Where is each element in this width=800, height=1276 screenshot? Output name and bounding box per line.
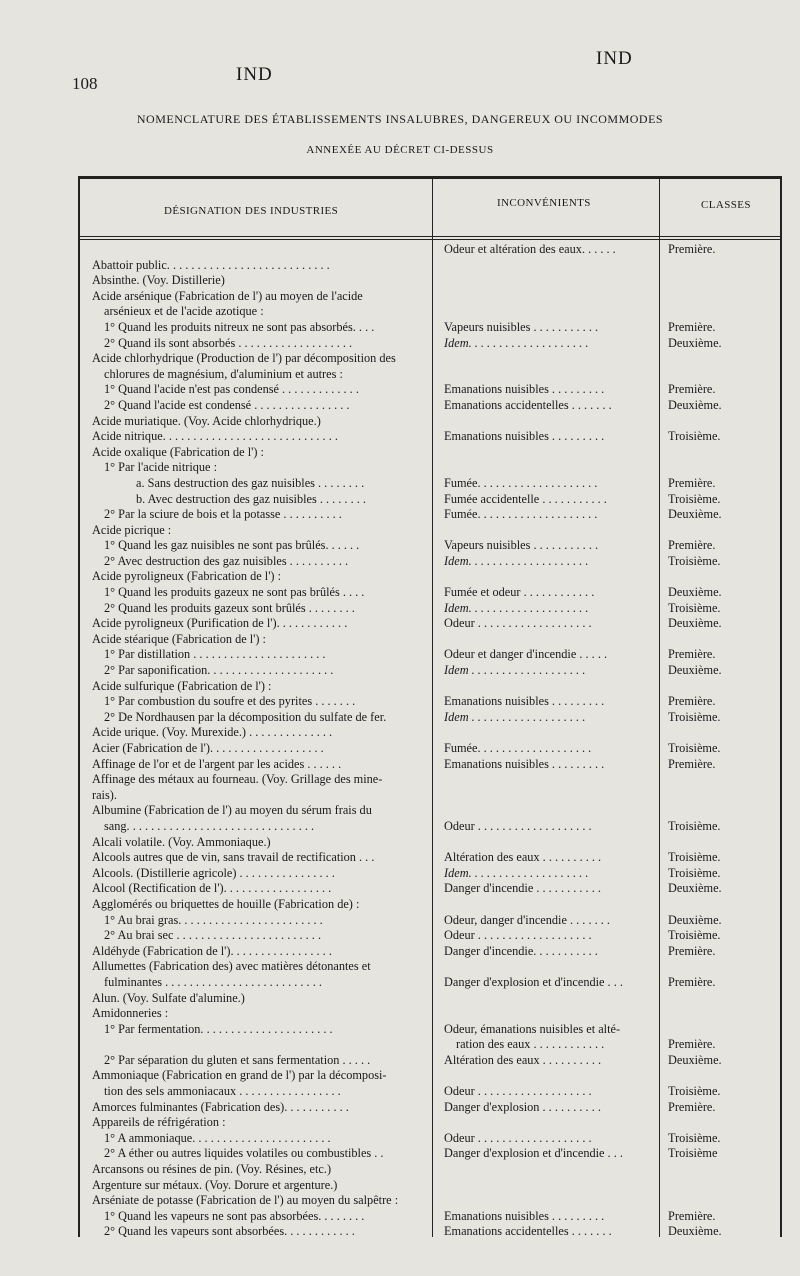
table-row (80, 928, 780, 944)
table-row (80, 1224, 780, 1240)
table-row (80, 772, 780, 788)
table-body (80, 242, 780, 1240)
inconvenient-cell: Danger d'explosion . . . . . . . . . . (444, 1099, 601, 1114)
class-cell: Première. (668, 382, 716, 397)
header-inconvenients: INCONVÉNIENTS (497, 197, 591, 209)
designation-cell: 2° Par saponification. . . . . . . . . . . . . . . . . . . . . (104, 663, 334, 678)
table-row (80, 569, 780, 585)
inconvenient-cell: Odeur et danger d'incendie . . . . . (444, 647, 608, 662)
class-cell: Troisième. (668, 818, 721, 833)
class-cell: Troisième. (668, 553, 721, 568)
table-row (80, 492, 780, 508)
table-row (80, 320, 780, 336)
inconvenient-cell: Odeur . . . . . . . . . . . . . . . . . . . (444, 928, 592, 943)
table-row (80, 959, 780, 975)
inconvenient-cell: Idem. . . . . . . . . . . . . . . . . . . . (444, 600, 589, 615)
inconvenient-cell: Emanations nuisibles . . . . . . . . . (444, 756, 605, 771)
running-head-right: IND (596, 48, 633, 69)
designation-cell: b. Avec destruction des gaz nuisibles . . . . . . . . (136, 491, 366, 506)
inconvenient-cell: Idem. . . . . . . . . . . . . . . . . . . . (444, 865, 589, 880)
table-row (80, 273, 780, 289)
designation-cell: Affinage de l'or et de l'argent par les acides . . . . . . (92, 756, 342, 771)
class-cell: Deuxième. (668, 616, 722, 631)
class-cell: Première. (668, 974, 716, 989)
table-row (80, 1100, 780, 1116)
inconvenient-cell: Idem. . . . . . . . . . . . . . . . . . . . (444, 553, 589, 568)
header-classes: CLASSES (701, 199, 751, 211)
designation-cell: Acide stéarique (Fabrication de l') : (92, 631, 266, 646)
table-row (80, 647, 780, 663)
table-row (80, 835, 780, 851)
table-row (80, 523, 780, 539)
inconvenient-cell: Odeur, émanations nuisibles et alté- (444, 1021, 621, 1036)
inconvenient-cell: Danger d'explosion et d'incendie . . . (444, 1146, 623, 1161)
class-cell: Deuxième. (668, 507, 722, 522)
designation-cell: Alcools. (Distillerie agricole) . . . . . . . . . . . . . . . . (92, 865, 335, 880)
designation-cell: Acide arsénique (Fabrication de l') au moyen de l'acide (92, 288, 363, 303)
table-row (80, 429, 780, 445)
inconvenient-cell: Idem . . . . . . . . . . . . . . . . . . . (444, 663, 586, 678)
designation-cell: rais). (92, 787, 117, 802)
designation-cell: 2° Quand les produits gazeux sont brûlés . . . . . . . . (104, 600, 355, 615)
inconvenient-cell: Odeur . . . . . . . . . . . . . . . . . . . (444, 818, 592, 833)
table-row (80, 1084, 780, 1100)
class-cell: Première. (668, 242, 716, 256)
inconvenient-cell: Emanations accidentelles . . . . . . . (444, 1224, 612, 1239)
table-row (80, 1053, 780, 1069)
table-row (80, 991, 780, 1007)
designation-cell: chlorures de magnésium, d'aluminium et autres : (104, 366, 343, 381)
designation-cell: Arséniate de potasse (Fabrication de l') au moyen du salpêtre : (92, 1193, 399, 1208)
inconvenient-cell: Altération des eaux . . . . . . . . . . (444, 1052, 602, 1067)
header-designation: DÉSIGNATION DES INDUSTRIES (164, 205, 339, 217)
table-row (80, 757, 780, 773)
table-row (80, 382, 780, 398)
table-row (80, 398, 780, 414)
designation-cell: 2° Quand ils sont absorbés . . . . . . . . . . . . . . . . . . . (104, 335, 353, 350)
designation-cell: Acide chlorhydrique (Production de l') par décomposition des (92, 351, 396, 366)
designation-cell: Acier (Fabrication de l'). . . . . . . . . . . . . . . . . . . (92, 741, 324, 755)
designation-cell: 2° Avec destruction des gaz nuisibles . . . . . . . . . . (104, 553, 349, 568)
table-row (80, 679, 780, 695)
table-row (80, 1115, 780, 1131)
class-cell: Première. (668, 319, 716, 334)
inconvenient-cell: Danger d'incendie . . . . . . . . . . . (444, 881, 601, 896)
inconvenient-cell: Fumée. . . . . . . . . . . . . . . . . . . . (444, 475, 598, 490)
class-cell: Troisième. (668, 1084, 721, 1099)
table-row (80, 1131, 780, 1147)
designation-cell: Alun. (Voy. Sulfate d'alumine.) (92, 990, 245, 1005)
page-number: 108 (72, 74, 98, 93)
designation-cell: Absinthe. (Voy. Distillerie) (92, 273, 225, 288)
table-row (80, 554, 780, 570)
table-row (80, 975, 780, 991)
inconvenient-cell: Danger d'incendie. . . . . . . . . . . (444, 943, 598, 958)
designation-cell: Arcansons ou résines de pin. (Voy. Résines, etc.) (92, 1162, 332, 1177)
class-cell: Troisième. (668, 865, 721, 880)
class-cell: Première. (668, 647, 716, 662)
table-row (80, 725, 780, 741)
inconvenient-cell: Emanations nuisibles . . . . . . . . . (444, 1208, 605, 1223)
designation-cell: Alcali volatile. (Voy. Ammoniaque.) (92, 834, 271, 849)
table-row (80, 1146, 780, 1162)
table-row (80, 632, 780, 648)
table-row (80, 601, 780, 617)
class-cell: Troisième. (668, 850, 721, 865)
table-row (80, 741, 780, 757)
class-cell: Deuxième. (668, 585, 722, 600)
table-row (80, 414, 780, 430)
designation-cell: 1° Quand les gaz nuisibles ne sont pas brûlés. . . . . . (104, 538, 360, 553)
table-row (80, 694, 780, 710)
designation-cell: Amorces fulminantes (Fabrication des). . . . . . . . . . . (92, 1099, 349, 1114)
designation-cell: tion des sels ammoniacaux . . . . . . . . . . . . . . . . . (104, 1084, 341, 1099)
designation-cell: Alcool (Rectification de l'). . . . . . . . . . . . . . . . . . (92, 881, 332, 896)
designation-cell: Acide nitrique. . . . . . . . . . . . . . . . . . . . . . . . . . . . . (92, 429, 338, 444)
class-cell: Deuxième. (668, 335, 722, 350)
designation-cell: Acide picrique : (92, 522, 172, 537)
table-row (80, 351, 780, 367)
designation-cell: Agglomérés ou briquettes de houille (Fabrication de) : (92, 896, 360, 911)
table-row (80, 1068, 780, 1084)
designation-cell: 1° Quand les produits nitreux ne sont pas absorbés. . . . (104, 319, 375, 334)
designation-cell: Acide muriatique. (Voy. Acide chlorhydrique.) (92, 413, 321, 428)
class-cell: Troisième. (668, 600, 721, 615)
class-cell: Troisième. (668, 491, 721, 506)
designation-cell: Argenture sur métaux. (Voy. Dorure et argenture.) (92, 1177, 338, 1192)
table-row (80, 819, 780, 835)
table-row (80, 913, 780, 929)
table-row (80, 538, 780, 554)
class-cell: Troisième (668, 1146, 718, 1161)
table-row (80, 258, 780, 274)
designation-cell: 1° Par combustion du soufre et des pyrites . . . . . . . (104, 694, 356, 709)
inconvenient-cell: Emanations nuisibles . . . . . . . . . (444, 429, 605, 444)
designation-cell: Affinage des métaux au fourneau. (Voy. Grillage des mine- (92, 772, 383, 787)
table-row (80, 850, 780, 866)
class-cell: Deuxième. (668, 663, 722, 678)
designation-cell: Abattoir public. . . . . . . . . . . . . . . . . . . . . . . . . . . (92, 257, 330, 272)
designation-cell: Acide pyroligneux (Purification de l'). . . . . . . . . . . . (92, 616, 348, 631)
designation-cell: sang. . . . . . . . . . . . . . . . . . . . . . . . . . . . . . . (104, 818, 315, 833)
table-row (80, 304, 780, 320)
header-rule (80, 236, 780, 237)
inconvenient-cell: Fumée et odeur . . . . . . . . . . . . (444, 585, 595, 600)
designation-cell: Allumettes (Fabrication des) avec matières détonantes et (92, 959, 371, 974)
table-row (80, 445, 780, 461)
designation-cell: Acide sulfurique (Fabrication de l') : (92, 678, 272, 693)
designation-cell: Appareils de réfrigération : (92, 1115, 226, 1130)
designation-cell: 2° De Nordhausen par la décomposition du sulfate de fer. (104, 709, 387, 724)
class-cell: Deuxième. (668, 912, 722, 927)
class-cell: Deuxième. (668, 881, 722, 896)
class-cell: Première. (668, 756, 716, 771)
designation-cell: Amidonneries : (92, 1006, 169, 1021)
designation-cell: 2° Par la sciure de bois et la potasse . . . . . . . . . . (104, 507, 342, 522)
designation-cell: 2° Quand l'acide est condensé . . . . . . . . . . . . . . . . (104, 397, 350, 412)
inconvenient-cell: Fumée. . . . . . . . . . . . . . . . . . . . (444, 507, 598, 522)
table-row (80, 1006, 780, 1022)
inconvenient-cell: Odeur . . . . . . . . . . . . . . . . . . . (444, 1084, 592, 1099)
designation-cell: Alcools autres que de vin, sans travail de rectification . . . (92, 850, 375, 865)
designation-cell: Ammoniaque (Fabrication en grand de l') par la décomposi- (92, 1068, 387, 1083)
designation-cell: 1° Par fermentation. . . . . . . . . . . . . . . . . . . . . . (104, 1021, 333, 1036)
inconvenient-cell: Odeur et altération des eaux. . . . . . (444, 242, 616, 256)
inconvenient-cell: Fumée. . . . . . . . . . . . . . . . . . . (444, 741, 592, 755)
table-row (80, 367, 780, 383)
designation-cell: 1° Quand les vapeurs ne sont pas absorbées. . . . . . . . (104, 1208, 365, 1223)
table-row (80, 476, 780, 492)
designation-cell: Albumine (Fabrication de l') au moyen du sérum frais du (92, 803, 372, 818)
table-title: NOMENCLATURE DES ÉTABLISSEMENTS INSALUBRES, DANGEREUX OU INCOMMODES (136, 112, 664, 126)
designation-cell: 2° A éther ou autres liquides volatiles ou combustibles . . (104, 1146, 384, 1161)
class-cell: Première. (668, 538, 716, 553)
designation-cell: Acide urique. (Voy. Murexide.) . . . . . . . . . . . . . . (92, 725, 333, 740)
inconvenient-cell: Idem. . . . . . . . . . . . . . . . . . . . (444, 335, 589, 350)
designation-cell: 1° Par distillation . . . . . . . . . . . . . . . . . . . . . . (104, 647, 326, 662)
table-row (80, 866, 780, 882)
inconvenient-cell: Altération des eaux . . . . . . . . . . (444, 850, 602, 865)
class-cell: Première. (668, 475, 716, 490)
designation-cell: 2° Par séparation du gluten et sans fermentation . . . . . (104, 1052, 371, 1067)
inconvenient-cell: Vapeurs nuisibles . . . . . . . . . . . (444, 319, 599, 334)
running-head-left: IND (236, 64, 273, 85)
class-cell: Première. (668, 943, 716, 958)
table-row (80, 1209, 780, 1225)
table-row (80, 507, 780, 523)
table-row (80, 944, 780, 960)
inconvenient-cell: Emanations nuisibles . . . . . . . . . (444, 382, 605, 397)
table-row (80, 1162, 780, 1178)
class-cell: Troisième. (668, 741, 721, 755)
designation-cell: fulminantes . . . . . . . . . . . . . . . . . . . . . . . . . . (104, 974, 322, 989)
table-row (80, 788, 780, 804)
class-cell: Deuxième. (668, 397, 722, 412)
inconvenient-cell: ration des eaux . . . . . . . . . . . . (456, 1037, 605, 1052)
table-row (80, 803, 780, 819)
class-cell: Troisième. (668, 1130, 721, 1145)
class-cell: Troisième. (668, 928, 721, 943)
table-row (80, 1037, 780, 1053)
inconvenient-cell: Fumée accidentelle . . . . . . . . . . . (444, 491, 607, 506)
table-row (80, 1022, 780, 1038)
inconvenient-cell: Vapeurs nuisibles . . . . . . . . . . . (444, 538, 599, 553)
header-rule (80, 239, 780, 240)
table-row (80, 460, 780, 476)
inconvenient-cell: Idem . . . . . . . . . . . . . . . . . . . (444, 709, 586, 724)
class-cell: Première. (668, 1099, 716, 1114)
table-row (80, 1178, 780, 1194)
designation-cell: a. Sans destruction des gaz nuisibles . . . . . . . . (136, 475, 365, 490)
designation-cell: 1° Quand les produits gazeux ne sont pas brûlés . . . . (104, 585, 365, 600)
class-cell: Première. (668, 1208, 716, 1223)
class-cell: Deuxième. (668, 1052, 722, 1067)
nomenclature-table (78, 176, 782, 1237)
inconvenient-cell: Odeur . . . . . . . . . . . . . . . . . . . (444, 1130, 592, 1145)
table-row (80, 242, 780, 258)
class-cell: Troisième. (668, 429, 721, 444)
table-row (80, 881, 780, 897)
table-subtitle: ANNEXÉE AU DÉCRET CI-DESSUS (306, 144, 494, 156)
table-row (80, 1193, 780, 1209)
table-row (80, 710, 780, 726)
table-row (80, 336, 780, 352)
class-cell: Deuxième. (668, 1224, 722, 1239)
table-row (80, 663, 780, 679)
inconvenient-cell: Odeur . . . . . . . . . . . . . . . . . . . (444, 616, 592, 631)
class-cell: Première. (668, 1037, 716, 1052)
designation-cell: Acide oxalique (Fabrication de l') : (92, 444, 264, 459)
designation-cell: 1° Au brai gras. . . . . . . . . . . . . . . . . . . . . . . . (104, 912, 323, 927)
class-cell: Troisième. (668, 709, 721, 724)
inconvenient-cell: Emanations nuisibles . . . . . . . . . (444, 694, 605, 709)
inconvenient-cell: Emanations accidentelles . . . . . . . (444, 397, 612, 412)
table-row (80, 616, 780, 632)
designation-cell: Acide pyroligneux (Fabrication de l') : (92, 569, 282, 584)
class-cell: Première. (668, 694, 716, 709)
designation-cell: arsénieux et de l'acide azotique : (104, 304, 264, 319)
inconvenient-cell: Odeur, danger d'incendie . . . . . . . (444, 912, 610, 927)
designation-cell: 1° Quand l'acide n'est pas condensé . . . . . . . . . . . . . (104, 382, 359, 397)
table-row (80, 289, 780, 305)
designation-cell: 1° A ammoniaque. . . . . . . . . . . . . . . . . . . . . . . (104, 1130, 331, 1145)
table-row (80, 897, 780, 913)
designation-cell: Aldéhyde (Fabrication de l'). . . . . . . . . . . . . . . . . (92, 943, 332, 958)
table-row (80, 585, 780, 601)
designation-cell: 1° Par l'acide nitrique : (104, 460, 217, 475)
designation-cell: 2° Au brai sec . . . . . . . . . . . . . . . . . . . . . . . . (104, 928, 322, 943)
designation-cell: 2° Quand les vapeurs sont absorbées. . . . . . . . . . . . (104, 1224, 355, 1239)
inconvenient-cell: Danger d'explosion et d'incendie . . . (444, 974, 623, 989)
